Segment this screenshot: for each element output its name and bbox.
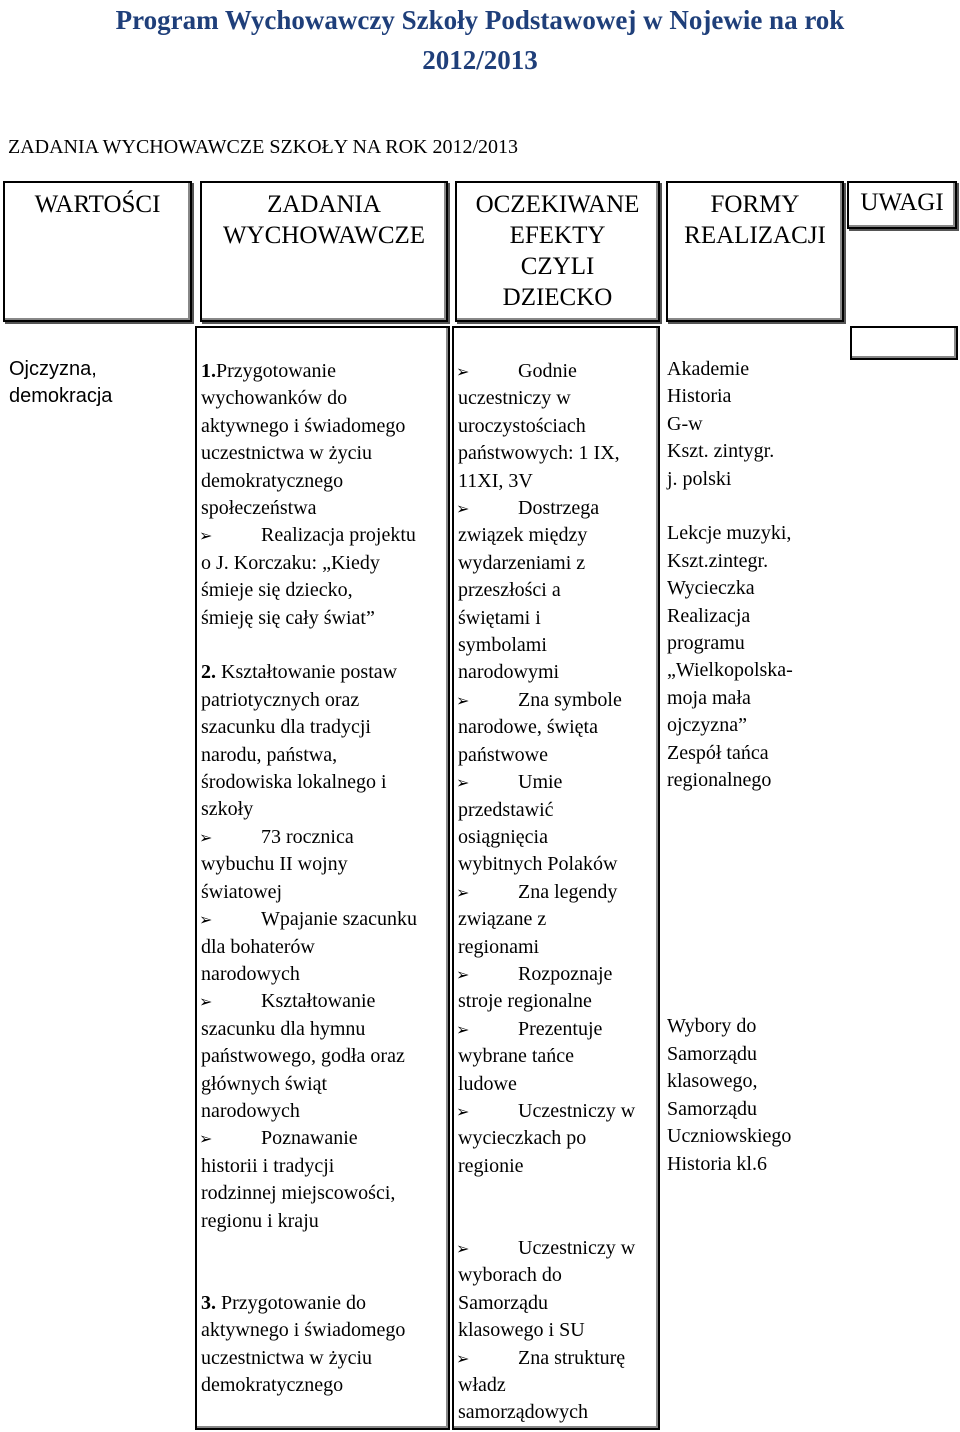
task-1-bullets	[201, 522, 444, 632]
bullet-item	[458, 1016, 654, 1098]
bullet-rest: historii i tradycji rodzinnej miejscowości, regionu i kraju	[201, 1154, 396, 1232]
arrow-bullet-icon: ➢	[199, 992, 213, 1012]
bullet-rest: szacunku dla hymnu państwowego, godła oraz głównych świąt narodowych	[201, 1017, 405, 1122]
bullet-rest: władz samorządowych	[458, 1374, 588, 1424]
bullet-rest: wyborach do Samorządu klasowego i SU	[458, 1264, 585, 1342]
header-efekty-label: OCZEKIWANE EFEKTY CZYLI DZIECKO	[475, 191, 640, 311]
bullet-rest: wycieczkach po regionie	[458, 1127, 587, 1177]
cell-efekty	[452, 326, 660, 1430]
bullet-first-line: Zna symbole	[518, 688, 622, 711]
arrow-bullet-icon: ➢	[199, 910, 213, 930]
bullet-first-line: Uczestniczy w	[518, 1099, 636, 1122]
task-3-number: 3.	[201, 1291, 216, 1314]
title-line-1: Program Wychowawczy Szkoły Podstawowej w Nojewie na rok	[115, 5, 845, 35]
bullet-item	[458, 495, 654, 687]
header-efekty	[455, 181, 660, 322]
header-zadania	[200, 181, 448, 322]
bullet-first-line: Uczestniczy w	[518, 1236, 636, 1259]
bullet-item	[201, 522, 444, 632]
arrow-bullet-icon: ➢	[456, 964, 470, 984]
bullet-item	[201, 906, 444, 988]
bullet-item	[201, 988, 444, 1125]
cell-formy	[663, 326, 847, 1430]
task-2-text: Kształtowanie postaw patriotycznych oraz szacunku dla tradycji narodu, państwa, środowiska lokalnego i szkoły	[201, 661, 398, 821]
cell-uwagi	[850, 326, 958, 360]
task-3-text: Przygotowanie do aktywnego i świadomego uczestnictwa w życiu demokratycznego	[201, 1291, 406, 1396]
bullet-item	[458, 1235, 654, 1345]
bullet-first-line: Umie	[518, 771, 563, 794]
bullet-item	[458, 1098, 654, 1180]
wartosci-text: Ojczyzna, demokracja	[9, 358, 113, 408]
arrow-bullet-icon: ➢	[456, 1019, 470, 1039]
bullet-first-line: Rozpoznaje	[518, 962, 613, 985]
arrow-bullet-icon: ➢	[456, 499, 470, 519]
bullet-rest: wybuchu II wojny światowej	[201, 853, 348, 903]
bullet-rest: wybrane tańce ludowe	[458, 1045, 575, 1095]
document-title	[0, 0, 960, 80]
bullet-first-line: Wpajanie szacunku	[261, 908, 418, 931]
arrow-bullet-icon: ➢	[199, 526, 213, 546]
bullet-item	[458, 769, 654, 879]
header-zadania-label: ZADANIA WYCHOWAWCZE	[222, 191, 426, 249]
bullet-rest: związane z regionami	[458, 908, 547, 958]
bullet-first-line: Kształtowanie	[261, 990, 376, 1013]
arrow-bullet-icon: ➢	[456, 1238, 470, 1258]
bullet-first-line: Zna strukturę	[518, 1346, 626, 1369]
effects-bullets-b	[458, 1235, 654, 1427]
arrow-bullet-icon: ➢	[456, 362, 470, 381]
bullet-rest: uczestniczy w uroczystościach państwowych: 1 IX, 11XI, 3V	[458, 387, 620, 492]
bullet-first-line: 73 rocznica	[261, 825, 354, 848]
bullet-item	[458, 1345, 654, 1427]
arrow-bullet-icon: ➢	[456, 882, 470, 902]
task-2	[201, 659, 444, 823]
task-1-text: Przygotowanie wychowanków do aktywnego i świadomego uczestnictwa w życiu demokratycznego społeczeństwa	[201, 360, 406, 520]
task-3	[201, 1290, 444, 1400]
bullet-rest: o J. Korczaku: „Kiedy śmieje się dziecko, śmieję się cały świat”	[201, 551, 380, 629]
bullet-first-line: Poznawanie	[261, 1127, 358, 1150]
task-2-number: 2.	[201, 661, 216, 684]
header-uwagi-label: UWAGI	[860, 189, 944, 216]
task-1-number: 1.	[201, 360, 216, 382]
cell-wartosci	[3, 326, 192, 1430]
header-formy	[666, 181, 844, 322]
title-line-2: 2012/2013	[422, 45, 538, 75]
task-1	[201, 358, 444, 522]
bullet-first-line: Prezentuje	[518, 1017, 603, 1040]
task-2-bullets	[201, 824, 444, 1235]
arrow-bullet-icon: ➢	[456, 690, 470, 710]
bullet-rest: przedstawić osiągnięcia wybitnych Polaków	[458, 798, 618, 876]
forms-block-2: Lekcje muzyki, Kszt.zintegr. Wycieczka Realizacja programu „Wielkopolska- moja mała ojczyzna” Zespół tańca regionalnego	[667, 522, 793, 792]
cell-zadania	[195, 326, 450, 1430]
bullet-first-line: Dostrzega	[518, 497, 600, 520]
header-wartosci	[3, 181, 192, 322]
header-formy-label: FORMY REALIZACJI	[684, 191, 826, 249]
effects-bullets-a	[458, 358, 654, 1180]
bullet-item	[201, 824, 444, 906]
bullet-rest: narodowe, święta państwowe	[458, 716, 598, 766]
bullet-first-line: Realizacja projektu	[261, 524, 416, 547]
document-subtitle: ZADANIA WYCHOWAWCZE SZKOŁY NA ROK 2012/2013	[8, 136, 519, 158]
bullet-item	[201, 1125, 444, 1235]
arrow-bullet-icon: ➢	[456, 773, 470, 793]
arrow-bullet-icon: ➢	[199, 1129, 213, 1149]
arrow-bullet-icon: ➢	[456, 1348, 470, 1368]
forms-block-1: Akademie Historia G-w Kszt. zintygr. j. polski	[667, 358, 775, 490]
bullet-item	[458, 687, 654, 769]
bullet-rest: stroje regionalne	[458, 990, 592, 1013]
bullet-item	[458, 879, 654, 961]
bullet-item	[458, 961, 654, 1016]
header-uwagi	[847, 181, 957, 229]
arrow-bullet-icon: ➢	[456, 1101, 470, 1121]
header-wartosci-label: WARTOŚCI	[34, 191, 161, 218]
forms-block-3: Wybory do Samorządu klasowego, Samorządu Uczniowskiego Historia kl.6	[667, 1015, 792, 1175]
bullet-item	[458, 358, 654, 495]
bullet-first-line: Zna legendy	[518, 880, 618, 903]
bullet-rest: dla bohaterów narodowych	[201, 935, 315, 985]
bullet-rest: związek między wydarzeniami z przeszłości a świętami i symbolami narodowymi	[458, 524, 588, 684]
bullet-first-line: Godnie	[518, 360, 577, 382]
arrow-bullet-icon: ➢	[199, 827, 213, 847]
